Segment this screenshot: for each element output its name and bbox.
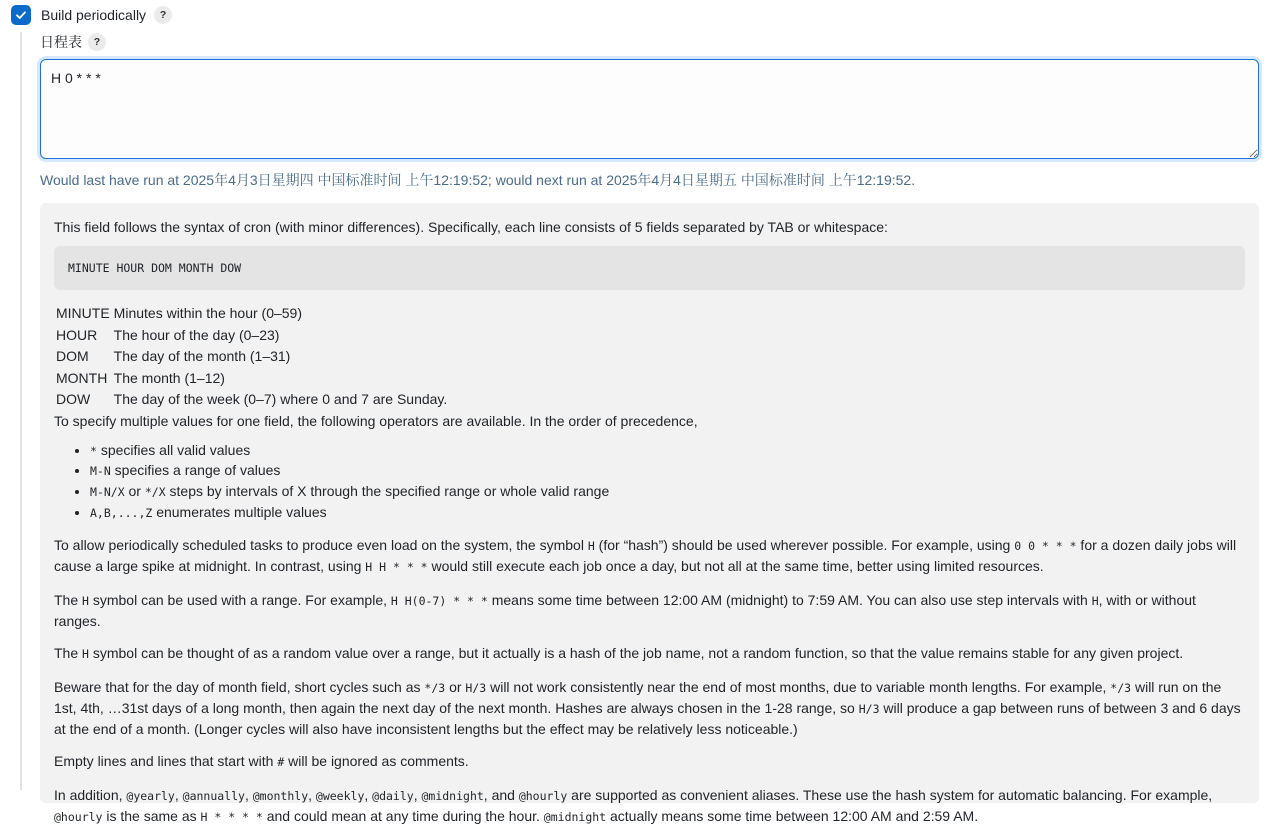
text: will be ignored as comments. bbox=[284, 753, 469, 770]
operators-list bbox=[54, 441, 1245, 524]
operators-intro: To specify multiple values for one field, the following operators are available. In the order of precedence, bbox=[54, 412, 698, 429]
text: , bbox=[308, 786, 316, 803]
schedule-label-row bbox=[40, 32, 106, 52]
operator-code: */X bbox=[144, 484, 166, 499]
text: Beware that for the day of month field, short cycles such as bbox=[54, 678, 425, 695]
text: , with or without ranges. bbox=[54, 591, 1196, 629]
inline-code: @midnight bbox=[543, 809, 607, 824]
text: and could mean at any time during the hour. bbox=[262, 807, 544, 824]
text: or bbox=[445, 678, 466, 695]
inline-code: @hourly bbox=[54, 809, 103, 824]
list-item bbox=[90, 482, 1245, 503]
operator-text: steps by intervals of X through the specified range or whole valid range bbox=[165, 482, 610, 499]
text: (for “hash”) should be used wherever possible. For example, using bbox=[594, 537, 1015, 554]
list-item bbox=[90, 461, 1245, 482]
text: Empty lines and lines that start with bbox=[54, 753, 278, 770]
text: , bbox=[364, 786, 373, 803]
table-row bbox=[54, 368, 449, 390]
inline-code: */3 bbox=[1110, 680, 1132, 695]
inline-code: H/3 bbox=[858, 701, 880, 716]
text: is the same as bbox=[102, 807, 201, 824]
text: means some time between 12:00 AM (midnight) to 7:59 AM. You can also use step intervals with bbox=[487, 591, 1092, 608]
operator-text: enumerates multiple values bbox=[152, 503, 327, 520]
inline-code: H bbox=[82, 593, 89, 608]
text: The bbox=[54, 645, 83, 662]
text: , bbox=[244, 786, 253, 803]
table-row bbox=[54, 389, 449, 411]
field-desc: The day of the week (0–7) where 0 and 7 are Sunday. bbox=[113, 391, 448, 407]
text: for a dozen daily jobs will cause a large spike at midnight. In contrast, using bbox=[54, 537, 1237, 575]
field-desc: The month (1–12) bbox=[113, 369, 225, 386]
table-row bbox=[54, 346, 449, 368]
build-periodically-help-icon[interactable]: ? bbox=[154, 6, 172, 24]
list-item bbox=[90, 441, 1245, 462]
inline-code: H bbox=[587, 539, 595, 554]
text: will not work consistently near the end of most months, due to variable month lengths. For example, bbox=[486, 678, 1111, 695]
text: In addition, bbox=[54, 786, 127, 803]
text: , bbox=[174, 786, 183, 803]
inline-code: H bbox=[82, 647, 89, 662]
fields-table bbox=[54, 303, 449, 411]
syntax-code: MINUTE HOUR DOM MONTH DOW bbox=[68, 261, 242, 275]
operator-code: M-N/X bbox=[90, 484, 125, 499]
inline-code: @hourly bbox=[518, 788, 568, 803]
text: symbol can be thought of as a random value over a range, but it actually is a hash of the job name, not a random function, so that the value remains stable for any given project. bbox=[88, 645, 1184, 662]
inline-code: */3 bbox=[424, 680, 446, 695]
operator-text: specifies all valid values bbox=[96, 441, 251, 458]
inline-code: # bbox=[277, 755, 285, 770]
field-name: MONTH bbox=[56, 369, 108, 386]
inline-code: @weekly bbox=[315, 788, 365, 803]
inline-code: H * * * * bbox=[200, 809, 263, 824]
range-paragraph bbox=[54, 590, 1245, 631]
inline-code: H/3 bbox=[465, 680, 487, 695]
field-desc: Minutes within the hour (0–59) bbox=[113, 305, 302, 321]
next-run-hint: Would last have run at 2025年4月3日星期四 中国标准时间 上午12:19:52; would next run at 2025年4月4日星期五 中国标准时间 上午12:19:52. bbox=[40, 172, 916, 188]
schedule-label: 日程表 bbox=[40, 34, 82, 50]
text: actually means some time between 12:00 AM and 2:59 AM. bbox=[606, 807, 979, 824]
hash-paragraph bbox=[54, 535, 1245, 577]
field-desc: The day of the month (1–31) bbox=[113, 348, 291, 364]
schedule-textarea[interactable] bbox=[40, 59, 1259, 159]
field-name: HOUR bbox=[56, 326, 98, 343]
operator-text: or bbox=[124, 482, 145, 499]
field-name: DOW bbox=[56, 391, 91, 407]
inline-code: @monthly bbox=[252, 788, 309, 803]
inline-code: H H * * * bbox=[365, 560, 428, 575]
schedule-help-icon[interactable]: ? bbox=[88, 33, 106, 51]
build-periodically-label[interactable]: Build periodically bbox=[41, 7, 147, 23]
text: The bbox=[54, 591, 83, 608]
inline-code: @annually bbox=[182, 788, 245, 803]
random-paragraph bbox=[54, 643, 1245, 664]
field-desc: The hour of the day (0–23) bbox=[113, 326, 280, 343]
operator-code: A,B,...,Z bbox=[90, 505, 153, 520]
table-row bbox=[54, 303, 449, 325]
aliases-paragraph bbox=[54, 785, 1245, 827]
text: will run on the 1st, 4th, …31st days of a long month, then again the next day of the next month. Hashes are always chosen in the 1-28 range, so bbox=[54, 678, 1222, 716]
inline-code: 0 0 * * * bbox=[1014, 539, 1077, 554]
list-item bbox=[90, 503, 1245, 524]
text: would still execute each job once a day, but not all at the same time, better using limited resources. bbox=[427, 558, 1044, 575]
text: will produce a gap between runs of between 3 and 6 days at the end of a month. (Longer cycles will also have inconsistent lengths but the effect may be relatively less noticeable.) bbox=[54, 699, 1241, 737]
beware-paragraph bbox=[54, 677, 1245, 739]
text: , and bbox=[483, 786, 519, 803]
cron-help-panel bbox=[40, 203, 1259, 824]
inline-code: @daily bbox=[372, 788, 414, 803]
text: are supported as convenient aliases. These use the hash system for automatic balancing. For example, bbox=[567, 786, 1213, 803]
inline-code: H bbox=[1091, 593, 1099, 608]
checkmark-icon bbox=[15, 9, 27, 21]
operator-code: * bbox=[90, 443, 97, 458]
field-name: MINUTE bbox=[56, 305, 110, 321]
operator-text: specifies a range of values bbox=[110, 462, 281, 479]
schedule-field-wrapper bbox=[40, 59, 1259, 159]
inline-code: @yearly bbox=[126, 788, 175, 803]
syntax-code-block bbox=[54, 246, 1245, 290]
table-row bbox=[54, 325, 449, 347]
help-intro: This field follows the syntax of cron (with minor differences). Specifically, each line consists of 5 fields separated by TAB or whitespace: bbox=[54, 219, 888, 235]
build-periodically-row bbox=[11, 5, 172, 25]
operator-code: M-N bbox=[90, 464, 111, 479]
field-name: DOM bbox=[56, 348, 89, 364]
text: symbol can be used with a range. For example, bbox=[88, 591, 391, 608]
nested-section-bar bbox=[20, 32, 22, 790]
build-periodically-checkbox[interactable] bbox=[11, 5, 31, 25]
text: To allow periodically scheduled tasks to produce even load on the system, the symbol bbox=[54, 537, 588, 554]
text: , bbox=[413, 786, 422, 803]
inline-code: H H(0-7) * * * bbox=[390, 593, 488, 608]
comments-paragraph bbox=[54, 751, 1245, 772]
inline-code: @midnight bbox=[421, 788, 484, 803]
